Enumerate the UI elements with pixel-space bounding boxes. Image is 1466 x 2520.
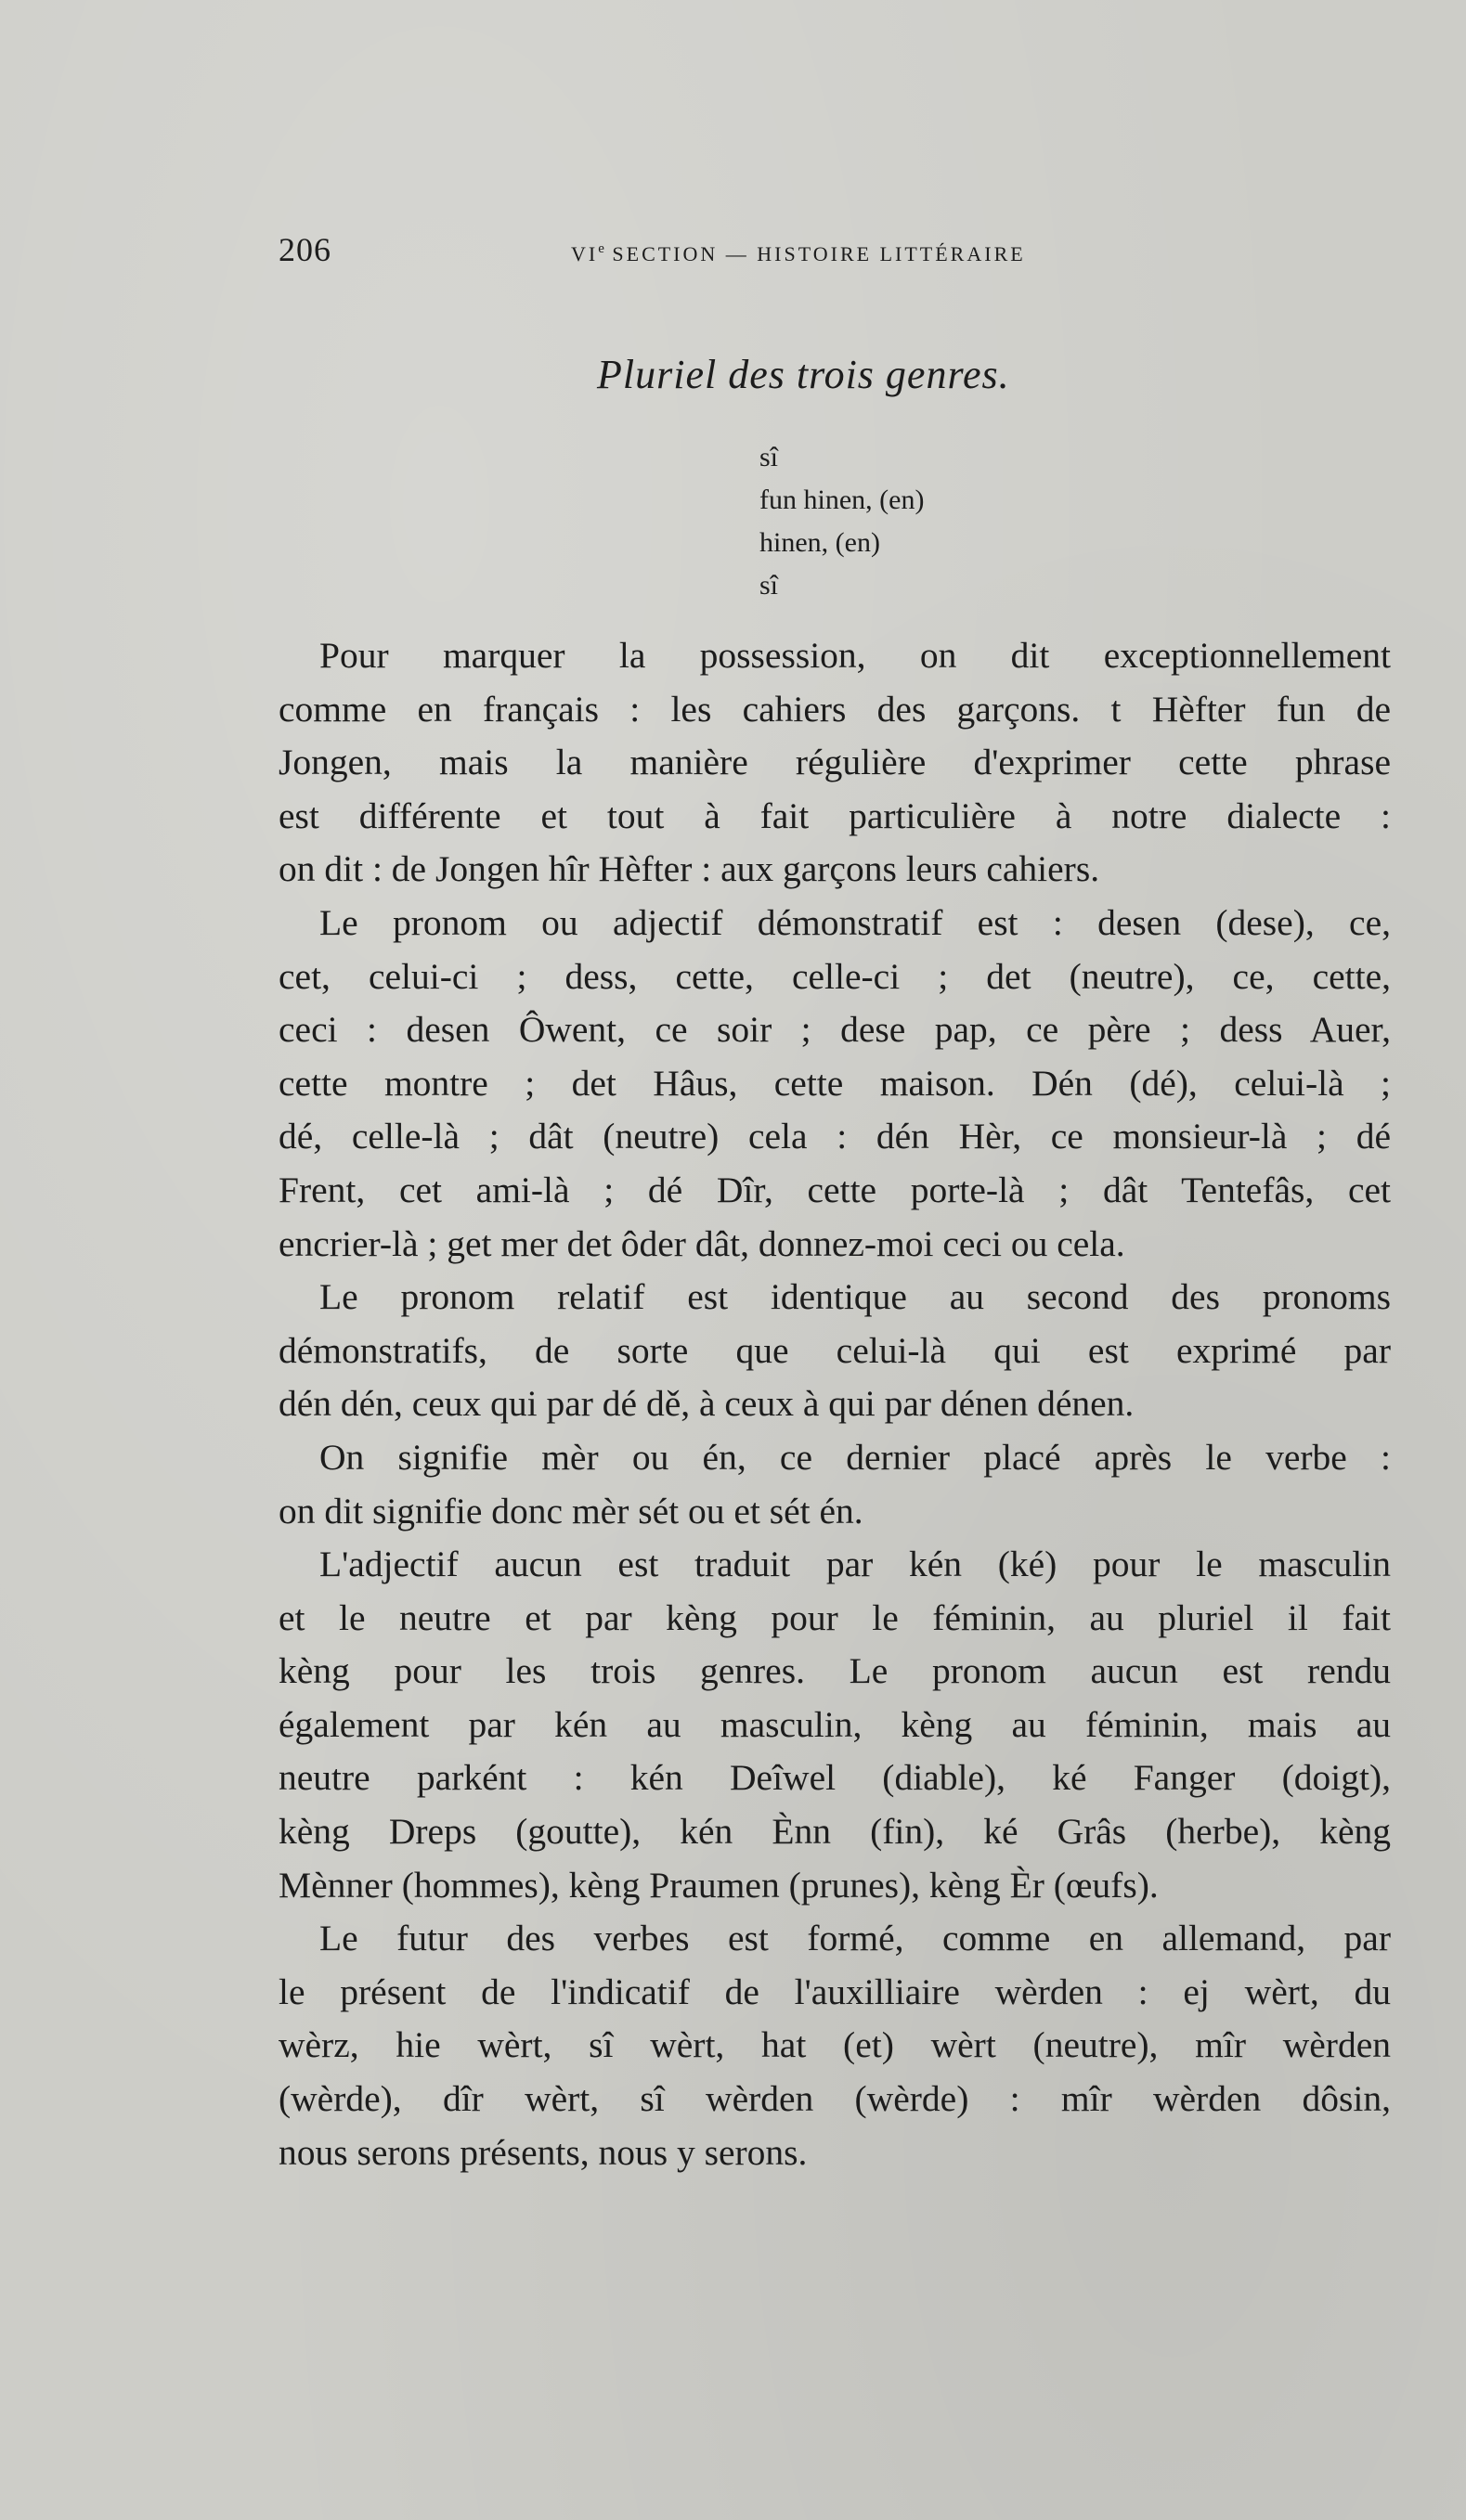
- running-head: [571, 241, 1026, 266]
- pronoun-paradigm: [759, 436, 924, 607]
- text-line: démonstratifs, de sorte que celui-là qui est exprimé par: [279, 1329, 1391, 1371]
- paradigm-line: fun hinen, (en): [759, 485, 925, 515]
- text-line: On signifie mèr ou én, ce dernier placé après le verbe :: [319, 1436, 1391, 1478]
- text-line: est différente et tout à fait particulière à notre dialecte :: [279, 795, 1391, 836]
- section-word: SECTION: [612, 242, 719, 265]
- subtitle: Pluriel des trois genres.: [597, 352, 1010, 397]
- text-line: Mènner (hommes), kèng Praumen (prunes), kèng Èr (œufs).: [279, 1864, 1159, 1906]
- paradigm-line: sî: [759, 442, 779, 472]
- text-line: ceci : desen Ôwent, ce soir ; dese pap, ce père ; dess Auer,: [279, 1009, 1391, 1051]
- text-line: on dit : de Jongen hîr Hèfter : aux garçons leurs cahiers.: [279, 848, 1100, 890]
- text-line: Le pronom relatif est identique au second des pronoms: [319, 1276, 1391, 1318]
- text-line: wèrz, hie wèrt, sî wèrt, hat (et) wèrt (neutre), mîr wèrden: [279, 2024, 1391, 2066]
- section-title: HISTOIRE LITTÉRAIRE: [757, 242, 1026, 265]
- page-number: 206: [279, 231, 331, 268]
- text-line: encrier-là ; get mer det ôder dât, donnez-moi ceci ou cela.: [279, 1222, 1125, 1264]
- text-line: cette montre ; det Hâus, cette maison. Dén (dé), celui-là ;: [279, 1062, 1391, 1104]
- header-dash: —: [725, 242, 749, 265]
- paradigm-line: hinen, (en): [759, 527, 880, 558]
- text-line: comme en français : les cahiers des garçons. t Hèfter fun de: [279, 688, 1391, 730]
- text-line: dé, celle-là ; dât (neutre) cela : dén Hèr, ce monsieur-là ; dé: [279, 1116, 1391, 1157]
- text-line: également par kén au masculin, kèng au féminin, mais au: [279, 1703, 1391, 1745]
- text-line: dén dén, ceux qui par dé dě, à ceux à qui par dénen dénen.: [279, 1383, 1135, 1425]
- text-line: L'adjectif aucun est traduit par kén (ké) pour le masculin: [319, 1544, 1391, 1585]
- paradigm-line: sî: [759, 570, 779, 601]
- text-line: Le pronom ou adjectif démonstratif est : desen (dese), ce,: [319, 901, 1391, 943]
- text-line: Le futur des verbes est formé, comme en allemand, par: [319, 1918, 1391, 1959]
- text-line: le présent de l'indicatif de l'auxilliaire wèrden : ej wèrt, du: [279, 1971, 1391, 2012]
- text-line: neutre parként : kén Deîwel (diable), ké Fanger (doigt),: [279, 1757, 1391, 1799]
- page-header: [279, 230, 1393, 286]
- text-line: Jongen, mais la manière régulière d'exprimer cette phrase: [279, 742, 1391, 783]
- text-line: Frent, cet ami-là ; dé Dîr, cette porte-là ; dât Tentefâs, cet: [279, 1169, 1391, 1210]
- text-line: (wèrde), dîr wèrt, sî wèrden (wèrde) : mîr wèrden dôsin,: [279, 2078, 1391, 2120]
- text-line: et le neutre et par kèng pour le féminin, au pluriel il fait: [279, 1596, 1391, 1638]
- section-numeral-sup: e: [598, 241, 604, 256]
- text-line: kèng pour les trois genres. Le pronom aucun est rendu: [279, 1650, 1391, 1692]
- body-text: [279, 629, 1391, 2179]
- text-line: Pour marquer la possession, on dit exceptionnellement: [319, 635, 1391, 676]
- text-line: kèng Dreps (goutte), kén Ènn (fin), ké Grâs (herbe), kèng: [279, 1811, 1391, 1853]
- text-line: nous serons présents, nous y serons.: [279, 2131, 808, 2173]
- section-numeral: VI: [571, 242, 599, 265]
- text-line: on dit signifie donc mèr sét ou et sét én.: [279, 1490, 863, 1531]
- text-line: cet, celui-ci ; dess, cette, celle-ci ; det (neutre), ce, cette,: [279, 955, 1391, 997]
